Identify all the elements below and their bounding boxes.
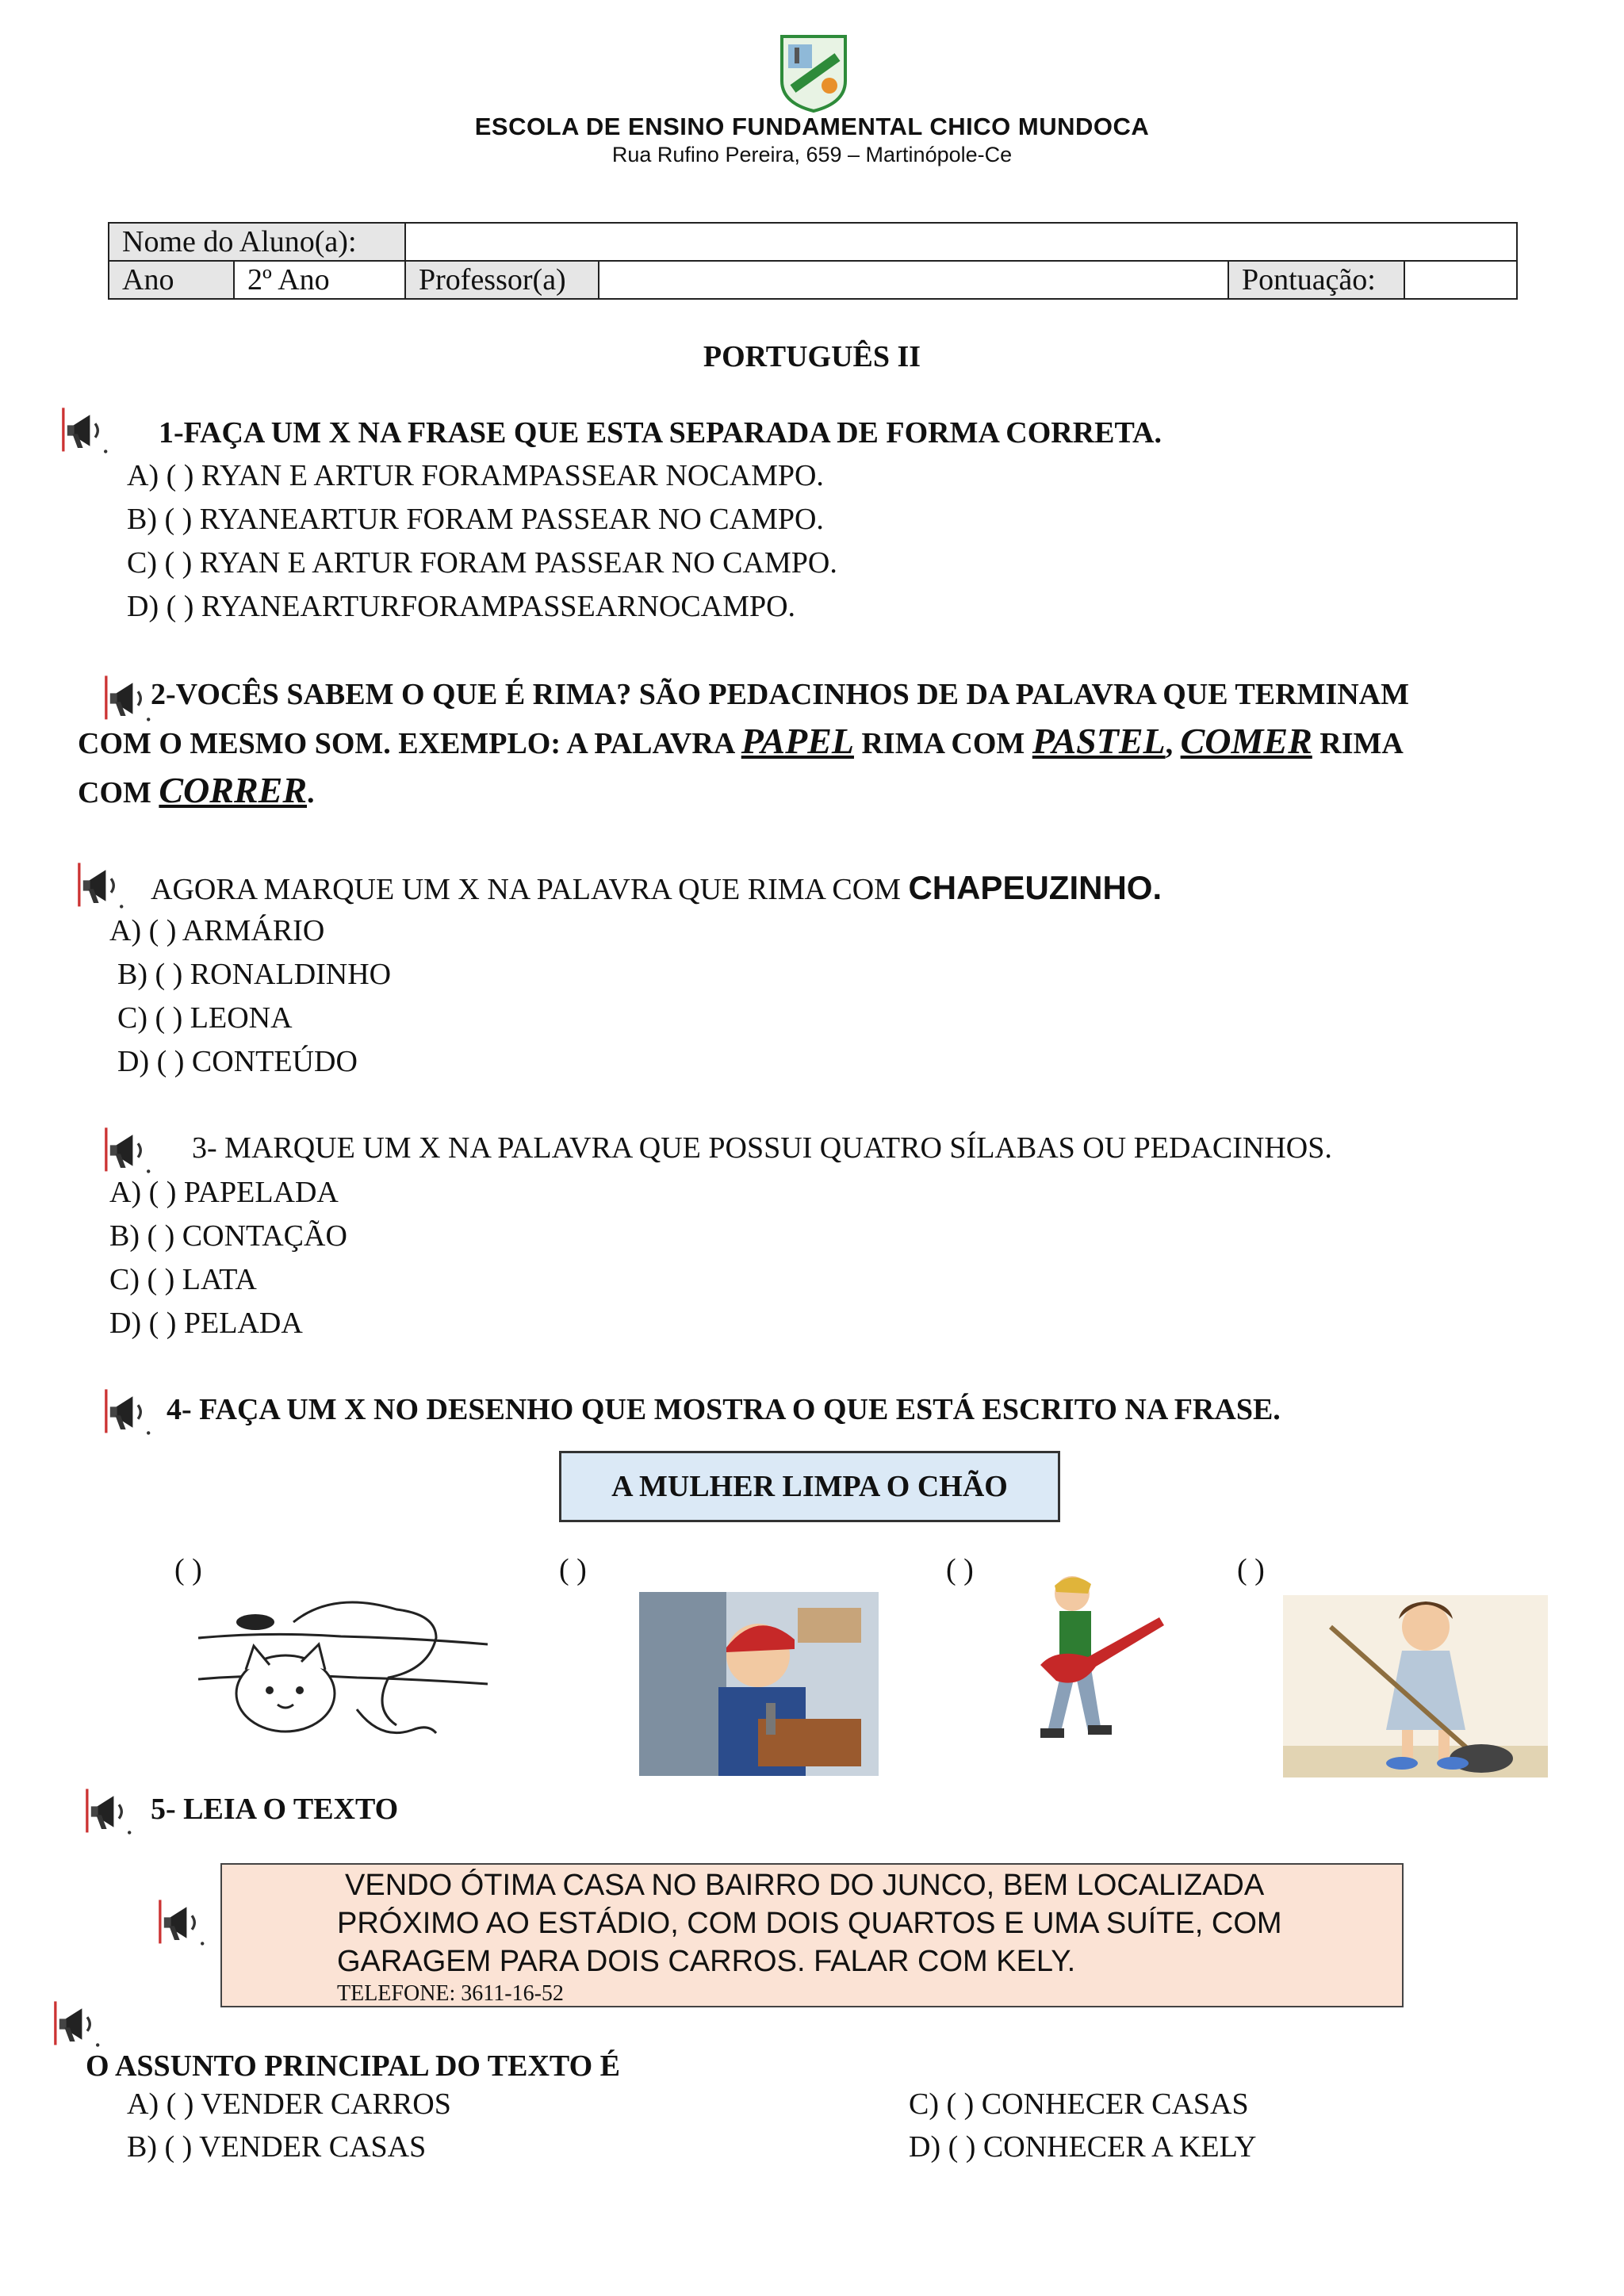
ad-line-1: VENDO ÓTIMA CASA NO BAIRRO DO JUNCO, BEM LOCALIZADA bbox=[345, 1869, 1265, 1902]
cat-drawing-image bbox=[198, 1590, 488, 1746]
text: AGORA MARQUE UM X NA PALAVRA QUE RIMA COM bbox=[151, 873, 909, 906]
checkbox-guitarist[interactable]: ( ) bbox=[946, 1553, 974, 1586]
ad-line-2: PRÓXIMO AO ESTÁDIO, COM DOIS QUARTOS E UMA SUÍTE, COM bbox=[337, 1907, 1282, 1940]
speaker-icon[interactable] bbox=[52, 1998, 105, 2050]
speaker-icon[interactable] bbox=[157, 1896, 209, 1949]
text: RIMA COM bbox=[853, 727, 1032, 760]
q3-option-a[interactable]: A) ( ) PAPELADA bbox=[109, 1176, 339, 1209]
question-2-line-3 bbox=[78, 769, 315, 811]
word-comer: COMER bbox=[1180, 721, 1312, 761]
word-correr: CORRER bbox=[159, 770, 308, 810]
woman-sweeping-image bbox=[1283, 1595, 1548, 1777]
ad-line-3: GARAGEM PARA DOIS CARROS. FALAR COM KELY. bbox=[337, 1945, 1076, 1978]
speaker-icon[interactable] bbox=[103, 672, 155, 725]
score-field[interactable] bbox=[1404, 261, 1517, 299]
checkbox-carpenter[interactable]: ( ) bbox=[559, 1553, 587, 1586]
name-label: Nome do Aluno(a): bbox=[109, 223, 405, 261]
q2b-option-a[interactable]: A) ( ) ARMÁRIO bbox=[109, 914, 325, 947]
speaker-icon[interactable] bbox=[103, 1124, 155, 1177]
q3-option-c[interactable]: C) ( ) LATA bbox=[109, 1263, 257, 1296]
q3-option-b[interactable]: B) ( ) CONTAÇÃO bbox=[109, 1219, 347, 1253]
question-1: 1-FAÇA UM X NA FRASE QUE ESTA SEPARADA DE FORMA CORRETA. bbox=[159, 416, 1162, 450]
phrase-box: A MULHER LIMPA O CHÃO bbox=[559, 1451, 1060, 1522]
subject-title: PORTUGUÊS II bbox=[703, 340, 921, 373]
text: , bbox=[1165, 727, 1181, 760]
text: RIMA bbox=[1312, 727, 1404, 760]
question-5: 5- LEIA O TEXTO bbox=[151, 1793, 399, 1826]
score-label: Pontuação: bbox=[1228, 261, 1404, 299]
guitar-player-image bbox=[1025, 1570, 1172, 1746]
checkbox-cat[interactable]: ( ) bbox=[174, 1553, 202, 1586]
q5-option-c[interactable]: C) ( ) CONHECER CASAS bbox=[909, 2087, 1249, 2121]
checkbox-sweeping-woman[interactable]: ( ) bbox=[1237, 1553, 1265, 1586]
question-2-line-2 bbox=[78, 720, 1404, 762]
q2b-option-d[interactable]: D) ( ) CONTEÚDO bbox=[117, 1045, 358, 1078]
teacher-label: Professor(a) bbox=[405, 261, 599, 299]
q5-option-a[interactable]: A) ( ) VENDER CARROS bbox=[127, 2087, 451, 2121]
speaker-icon[interactable] bbox=[84, 1785, 136, 1838]
advertisement-box bbox=[220, 1863, 1404, 2007]
word-chapeuzinho: CHAPEUZINHO. bbox=[908, 869, 1162, 906]
word-papel: PAPEL bbox=[741, 721, 854, 761]
student-info-table bbox=[108, 222, 1518, 300]
name-field[interactable] bbox=[405, 223, 1517, 261]
school-address: Rua Rufino Pereira, 659 – Martinópole-Ce bbox=[611, 143, 1013, 166]
speaker-icon[interactable] bbox=[76, 859, 128, 912]
q1-option-c[interactable]: C) ( ) RYAN E ARTUR FORAM PASSEAR NO CAMPO. bbox=[127, 546, 837, 580]
question-3: 3- MARQUE UM X NA PALAVRA QUE POSSUI QUATRO SÍLABAS OU PEDACINHOS. bbox=[192, 1131, 1332, 1165]
word-pastel: PASTEL bbox=[1032, 721, 1166, 761]
q2b-option-c[interactable]: C) ( ) LEONA bbox=[117, 1001, 293, 1035]
q1-option-a[interactable]: A) ( ) RYAN E ARTUR FORAMPASSEAR NOCAMPO. bbox=[127, 459, 824, 492]
text: COM O MESMO SOM. EXEMPLO: A PALAVRA bbox=[78, 727, 741, 760]
ad-phone: TELEFONE: 3611-16-52 bbox=[337, 1981, 564, 2006]
year-value: 2º Ano bbox=[234, 261, 405, 299]
year-label: Ano bbox=[109, 261, 234, 299]
carpenter-boy-image bbox=[639, 1592, 879, 1776]
question-4: 4- FAÇA UM X NO DESENHO QUE MOSTRA O QUE ESTÁ ESCRITO NA FRASE. bbox=[167, 1393, 1281, 1426]
text: . bbox=[307, 776, 315, 809]
question-2-line-1: 2-VOCÊS SABEM O QUE É RIMA? SÃO PEDACINHOS DE DA PALAVRA QUE TERMINAM bbox=[151, 678, 1409, 711]
school-logo bbox=[777, 33, 850, 113]
school-name: ESCOLA DE ENSINO FUNDAMENTAL CHICO MUNDOCA bbox=[474, 113, 1150, 140]
question-2b bbox=[151, 869, 1162, 907]
q3-option-d[interactable]: D) ( ) PELADA bbox=[109, 1307, 303, 1340]
q5-option-d[interactable]: D) ( ) CONHECER A KELY bbox=[909, 2130, 1257, 2164]
q1-option-b[interactable]: B) ( ) RYANEARTUR FORAM PASSEAR NO CAMPO. bbox=[127, 503, 824, 536]
q5-question: O ASSUNTO PRINCIPAL DO TEXTO É bbox=[86, 2049, 620, 2083]
q1-option-d[interactable]: D) ( ) RYANEARTURFORAMPASSEARNOCAMPO. bbox=[127, 590, 796, 623]
q2b-option-b[interactable]: B) ( ) RONALDINHO bbox=[117, 958, 392, 991]
q5-option-b[interactable]: B) ( ) VENDER CASAS bbox=[127, 2130, 427, 2164]
teacher-field[interactable] bbox=[599, 261, 1228, 299]
speaker-icon[interactable] bbox=[103, 1386, 155, 1438]
text: COM bbox=[78, 776, 159, 809]
speaker-icon[interactable] bbox=[60, 404, 113, 457]
